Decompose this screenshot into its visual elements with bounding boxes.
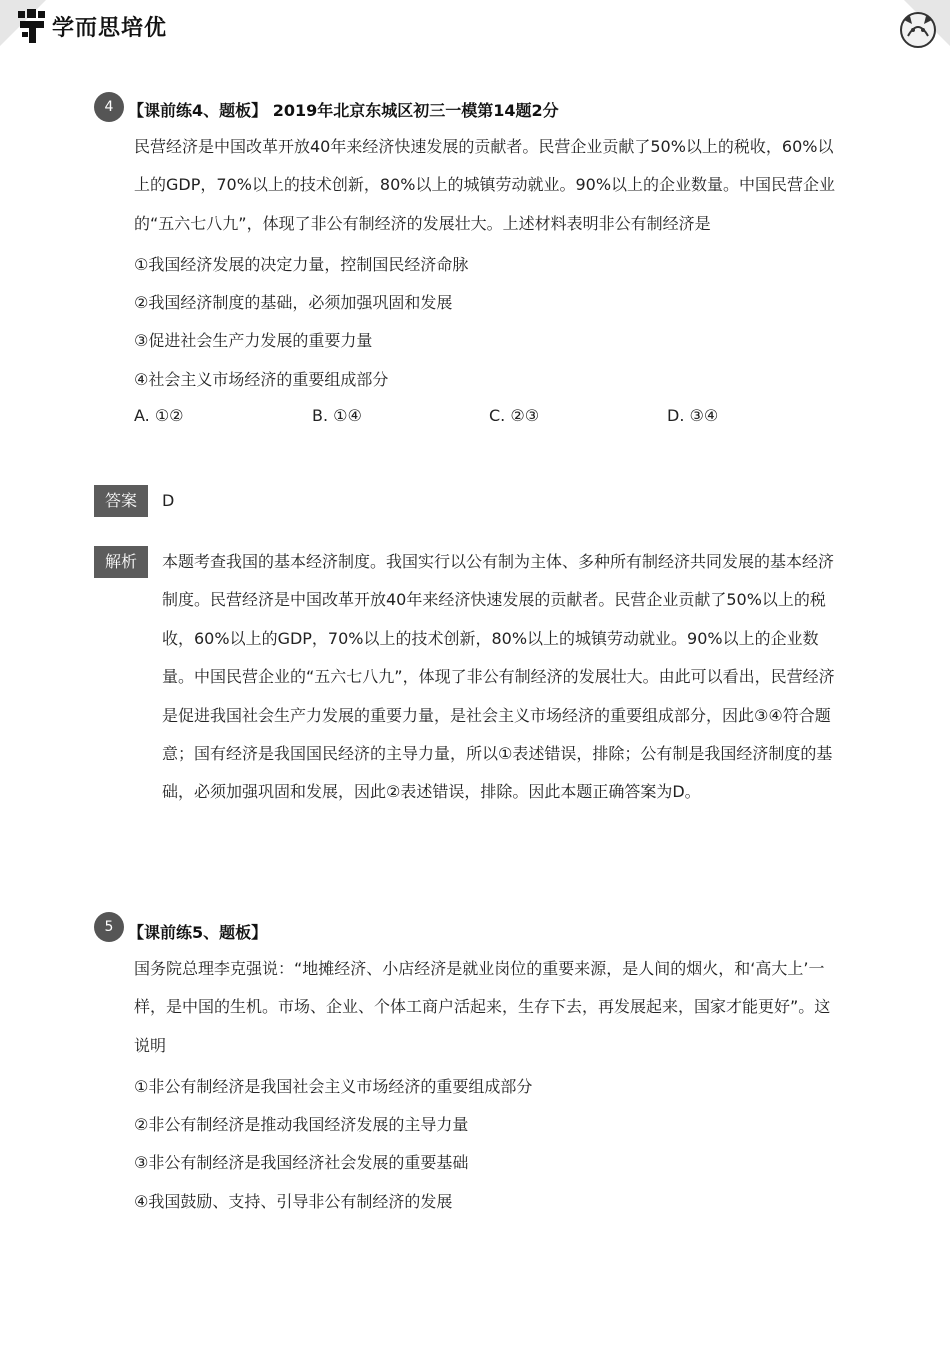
option-statement-3: ③促进社会生产力发展的重要力量 — [134, 331, 373, 350]
analysis-text: 本题考查我国的基本经济制度。我国实行以公有制为主体、多种所有制经济共同发展的基本经济制度。民营经济是中国改革开放40年来经济快速发展的贡献者。民营企业贡献了50%以上的税收，60%以上的GDP，70%以上的技术创新，80%以上的城镇劳动就业。90%以上的企业数量。中国民营企业的“五六七八九”，体现了非公有制经济的发展壮大。由此可以看出，民营经济是促进我国社会生产力发展的重要力量，是社会主义市场经济的重要组成部分，因此③④符合题意；国有经济是我国国民经济的主导力量，所以①表述错误，排除；公有制是我国经济制度的基础，必须加强巩固和发展，因此②表述错误，排除。因此本题正确答案为D。 — [162, 552, 835, 802]
question-heading: 【课前练5、题板】 — [128, 923, 268, 942]
option-statement-4: ④我国鼓励、支持、引导非公有制经济的发展 — [134, 1192, 453, 1211]
question-number-badge: 4 — [94, 92, 124, 122]
mascot-icon — [898, 10, 938, 50]
choice-c: C. ②③ — [489, 406, 540, 425]
option-statement-2: ②非公有制经济是推动我国经济发展的主导力量 — [134, 1115, 469, 1134]
option-statement-3: ③非公有制经济是我国经济社会发展的重要基础 — [134, 1153, 469, 1172]
logo-mark-icon — [18, 9, 46, 43]
question-number-badge: 5 — [94, 912, 124, 942]
option-statement-4: ④社会主义市场经济的重要组成部分 — [134, 370, 389, 389]
analysis-tag: 解析 — [94, 546, 148, 578]
brand-logo — [18, 8, 167, 44]
option-statement-2: ②我国经济制度的基础，必须加强巩固和发展 — [134, 293, 453, 312]
question-stem: 民营经济是中国改革开放40年来经济快速发展的贡献者。民营企业贡献了50%以上的税收，60%以上的GDP，70%以上的技术创新，80%以上的城镇劳动就业。90%以上的企业数量。中国民营企业的“五六七八九”，体现了非公有制经济的发展壮大。上述材料表明非公有制经济是 — [134, 137, 836, 233]
answer-value: D — [162, 491, 175, 510]
question-heading: 【课前练4、题板】 2019年北京东城区初三一模第14题2分 — [128, 101, 559, 120]
choice-d: D. ③④ — [667, 406, 719, 425]
choice-b: B. ①④ — [312, 406, 362, 425]
option-statement-1: ①我国经济发展的决定力量，控制国民经济命脉 — [134, 255, 469, 274]
question-stem: 国务院总理李克强说：“地摊经济、小店经济是就业岗位的重要来源，是人间的烟火，和‘高大上’一样，是中国的生机。市场、企业、个体工商户活起来，生存下去，再发展起来，国家才能更好”。这说明 — [134, 959, 831, 1055]
option-statement-1: ①非公有制经济是我国社会主义市场经济的重要组成部分 — [134, 1077, 533, 1096]
choice-a: A. ①② — [134, 406, 184, 425]
brand-name: 学而思培优 — [52, 15, 168, 41]
answer-tag: 答案 — [94, 485, 148, 517]
